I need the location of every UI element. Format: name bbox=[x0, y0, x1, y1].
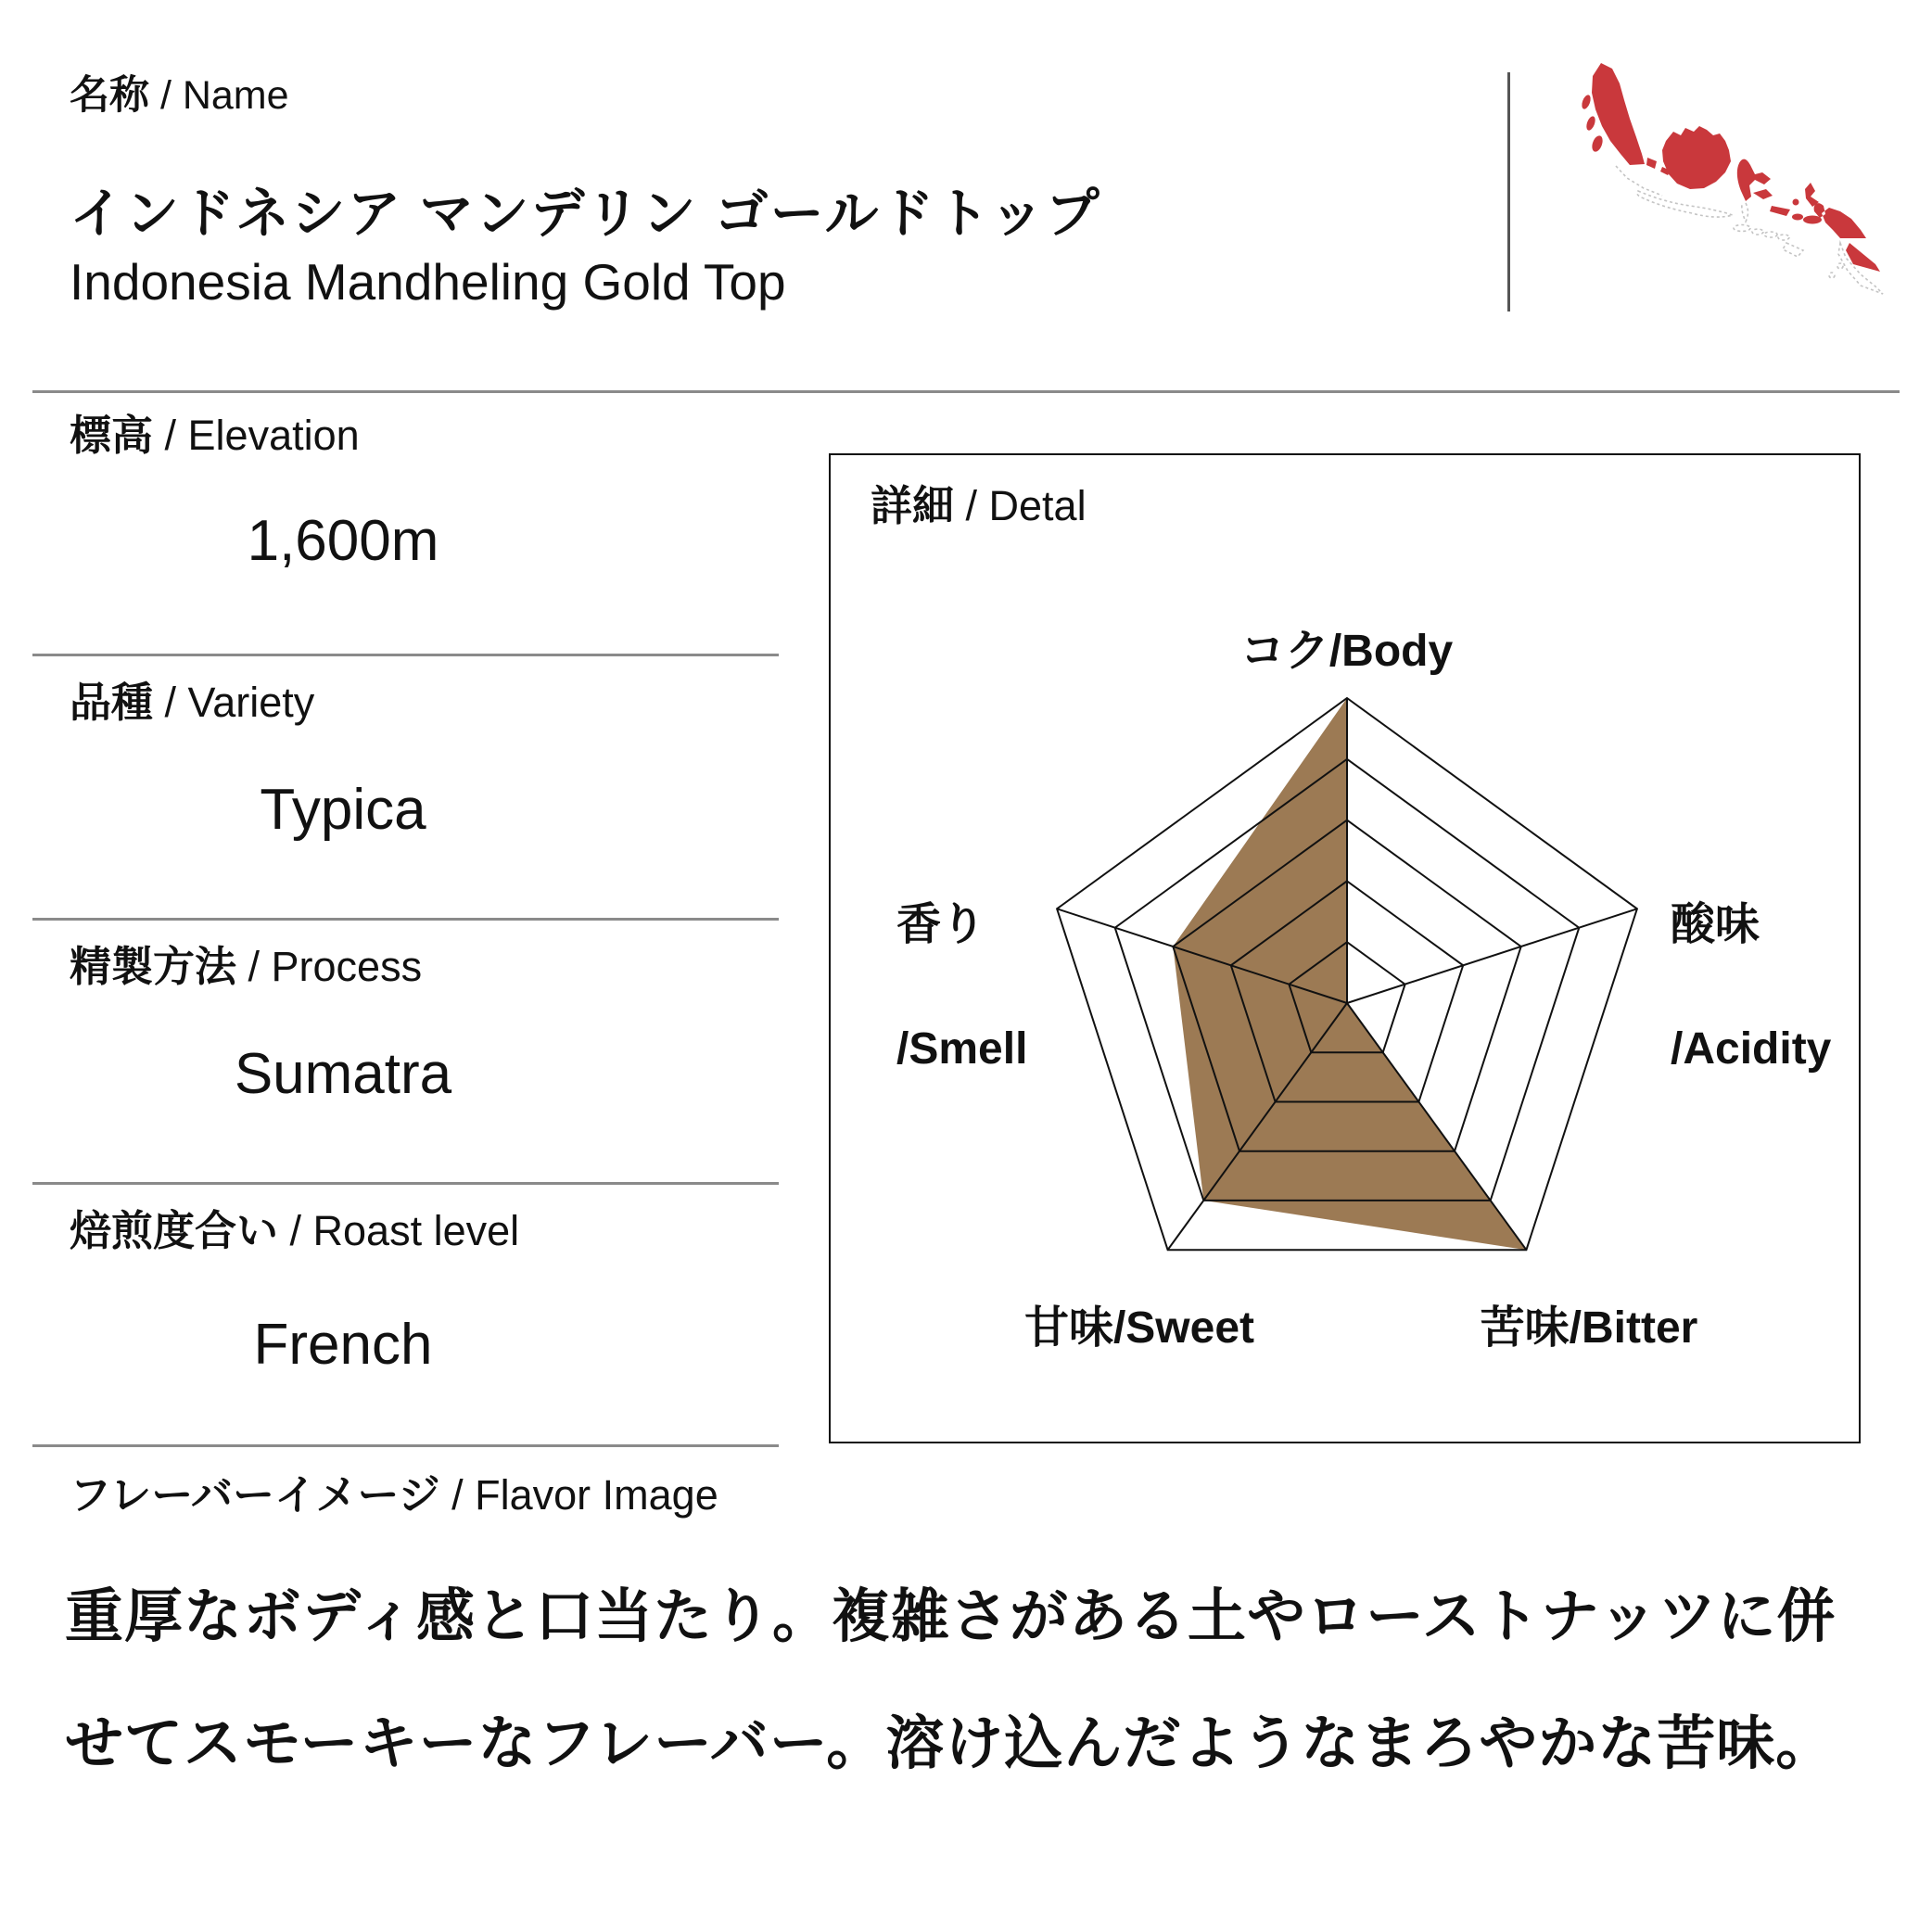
variety-value: Typica bbox=[260, 778, 426, 842]
section-divider bbox=[32, 654, 779, 656]
map-papua bbox=[1814, 203, 1866, 238]
header-vertical-divider bbox=[1507, 72, 1510, 311]
header-divider bbox=[32, 390, 1900, 393]
process-value: Sumatra bbox=[234, 1042, 452, 1106]
radar-axis-acidity: 酸味 /Acidity bbox=[1671, 900, 1832, 1074]
flavor-description bbox=[65, 1554, 1837, 1808]
radar-axis-bitter: 苦味/Bitter bbox=[1480, 1303, 1698, 1353]
name-label-en: Name bbox=[182, 73, 289, 118]
radar-axis-body: コク/Body bbox=[1239, 627, 1454, 676]
section-divider bbox=[32, 1444, 779, 1447]
indonesia-map bbox=[1534, 52, 1905, 325]
variety-label: 品種 / Variety bbox=[70, 679, 315, 726]
elevation-label: 標高 / Elevation bbox=[70, 412, 360, 459]
name-label-jp: 名称 bbox=[70, 73, 149, 118]
product-name-japanese: インドネシア マンデリン ゴールドトップ bbox=[70, 184, 1101, 244]
radar-axis-smell: 香り /Smell bbox=[896, 900, 1028, 1074]
detail-panel bbox=[829, 453, 1861, 1443]
process-label: 精製方法 / Process bbox=[70, 943, 423, 990]
radar-axis-sweet: 甘味/Sweet bbox=[1023, 1303, 1255, 1353]
product-name-english: Indonesia Mandheling Gold Top bbox=[70, 253, 786, 311]
section-divider bbox=[32, 1182, 779, 1185]
flavor-image-label: フレーバーイメージ / Flavor Image bbox=[70, 1471, 718, 1519]
map-halmahera bbox=[1805, 183, 1819, 207]
roast-level-label: 焙煎度合い / Roast level bbox=[70, 1207, 520, 1254]
flavor-line-2: せてスモーキーなフレーバー。溶け込んだようなまろやかな苦味。 bbox=[65, 1711, 1836, 1776]
name-section-label: 名称 / Name bbox=[70, 73, 289, 118]
map-kalimantan bbox=[1662, 126, 1731, 189]
detail-label: 詳細 / Detal bbox=[871, 482, 1087, 529]
flavor-line-1: 重厚なボディ感と口当たり。複雑さがある土やローストナッツに併 bbox=[65, 1584, 1837, 1649]
roast-level-value: French bbox=[253, 1313, 433, 1377]
map-sumatra bbox=[1592, 63, 1645, 165]
section-divider bbox=[32, 918, 779, 921]
elevation-value: 1,600m bbox=[247, 509, 439, 573]
